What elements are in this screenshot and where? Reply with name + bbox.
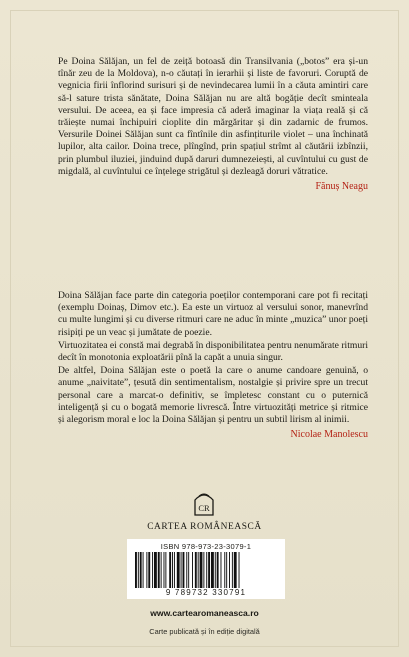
publisher-logo-icon	[192, 487, 216, 517]
isbn-number: ISBN 978-973-23-3079-1	[160, 542, 252, 551]
blurb-neagu	[58, 56, 368, 193]
barcode-bars	[135, 552, 277, 588]
publisher-name: CARTEA ROMÂNEASCĂ	[147, 522, 262, 532]
publisher-website[interactable]: www.cartearomaneasca.ro	[150, 608, 259, 618]
blurb-manolescu-p3: De altfel, Doina Sălăjan este o poetă la care o anume candoare genuină, o anume „naivitate”, țesută din sentimentalism, nostalgie și privire spre un trecut personal care a marcat-o definitiv, se împletesc constant cu o puternică inteligență și cu o bogată memorie livrescă. Între virtuozități metrice și ritmice și alegorism moral e loc la Doina Sălăjan și pentru un subtil lirism al inimii.	[58, 365, 368, 426]
blurb-manolescu-p1: Doina Sălăjan face parte din categoria poeților contemporani care pot fi recitați (exemplu Doinaș, Dimov etc.). Ea este un virtuoz al versului sonor, manevrînd cu multe lungimi și cu diverse ritmuri care ne aduc în minte „muzica” unor poeți risipiți pe un veac și jumătate de poezie.	[58, 290, 368, 338]
barcode	[127, 539, 285, 599]
publisher-logo-text: CR	[198, 503, 210, 513]
blurb-manolescu	[58, 290, 368, 441]
blurb-manolescu-p2: Virtuozitatea ei constă mai degrabă în disponibilitatea pentru nenumărate ritmuri decît în monotonia exploatării pînă la capăt a unuia singur.	[58, 339, 368, 364]
signature-manolescu: Nicolae Manolescu	[290, 429, 368, 441]
ean-number: 9 789732 330791	[165, 588, 247, 597]
signature-neagu: Fănuș Neagu	[315, 181, 368, 193]
blurb-neagu-text: Pe Doina Sălăjan, un fel de zeiță botoasă din Transilvania („botos” era și-un tînăr zeu de la Moldova), n-o căutați în ierarhii și liste de favoruri. Coruptă de vegnicia firii înflorind surisuri și de nevindecarea lumii în a căuta amintiri care să-l sature trista sănătate, Doina Sălăjan nu are altă bogăție decît sminteala versului. De aceea, ea și face impresia că aderă imaginar la viața reală și că trăiește numai închipuiri cioplite din mărgăritar și din zadarnic de frumos. Versurile Doinei Sălăjan sunt ca fîntînile din asfințiturile violet – una închinată lupilor, alta cailor. Doina trece, plîngînd, prin spațiul strîmt al căutării izbînzii, prin plumbul iluziei, jinduind după daruri dumnezeiești, al cuvîntului cu gust de migdală, al cuvîntului ce înțelege strigătul și dezleagă doruri vătratice.	[58, 56, 368, 177]
digital-edition-note: Carte publicată și în ediție digitală	[149, 627, 260, 636]
